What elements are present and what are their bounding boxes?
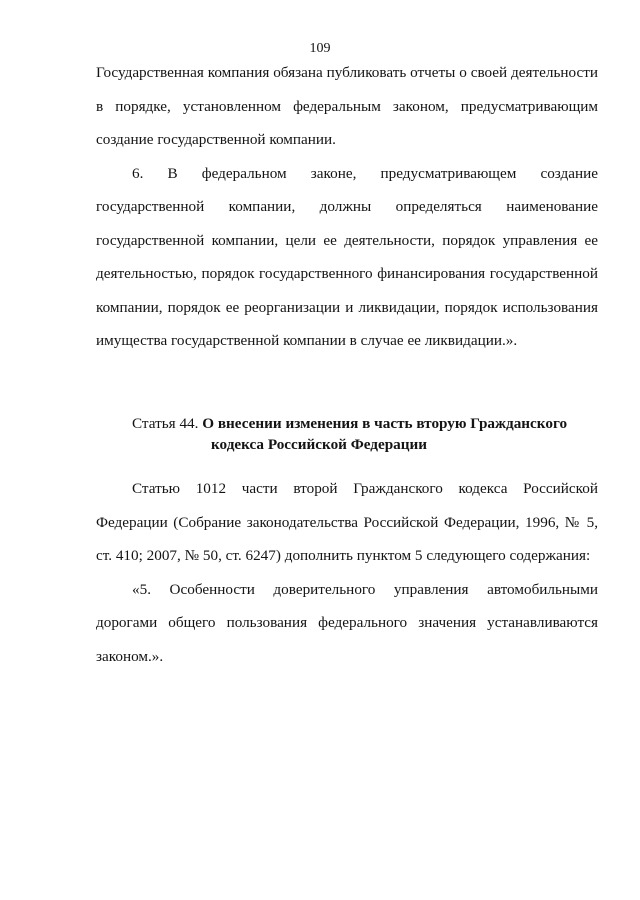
article-title-line2: кодекса Российской Федерации	[211, 436, 428, 453]
text-line: имущества государственной компании в случае ее ликвидации.».	[96, 332, 518, 349]
text-line: деятельностью, порядок государственного финансирования государственной	[96, 265, 598, 282]
text-line: «5. Особенности доверительного управления автомобильными	[132, 580, 598, 598]
text-line: дорогами общего пользования федерального значения устанавливаются	[96, 614, 598, 631]
text-line: государственной компании, цели ее деятельности, порядок управления ее	[96, 231, 598, 249]
text-line: компании, порядок ее реорганизации и ликвидации, порядок использования	[96, 298, 598, 316]
article-label: Статья 44.	[132, 415, 199, 432]
paragraph-block-top	[96, 63, 598, 365]
article-title-line1: О внесении изменения в часть вторую Гражданского	[202, 415, 568, 432]
article-heading	[96, 413, 598, 455]
page-number: 109	[309, 41, 331, 56]
text-line: Федерации (Собрание законодательства Российской Федерации, 1996, № 5,	[96, 513, 598, 531]
text-line: ст. 410; 2007, № 50, ст. 6247) дополнить пунктом 5 следующего содержания:	[96, 547, 591, 564]
text-line: в порядке, установленном федеральным законом, предусматривающим	[96, 97, 598, 115]
paragraph-block-article	[96, 479, 598, 680]
text-line: 6. В федеральном законе, предусматривающем создание	[132, 164, 598, 182]
text-line: создание государственной компании.	[96, 131, 336, 148]
text-line: законом.».	[96, 647, 164, 665]
text-line: Государственная компания обязана публиковать отчеты о своей деятельности	[96, 64, 598, 81]
text-line: государственной компании, должны определяться наименование	[96, 198, 598, 215]
text-line: Статью 1012 части второй Гражданского кодекса Российской	[132, 480, 598, 497]
